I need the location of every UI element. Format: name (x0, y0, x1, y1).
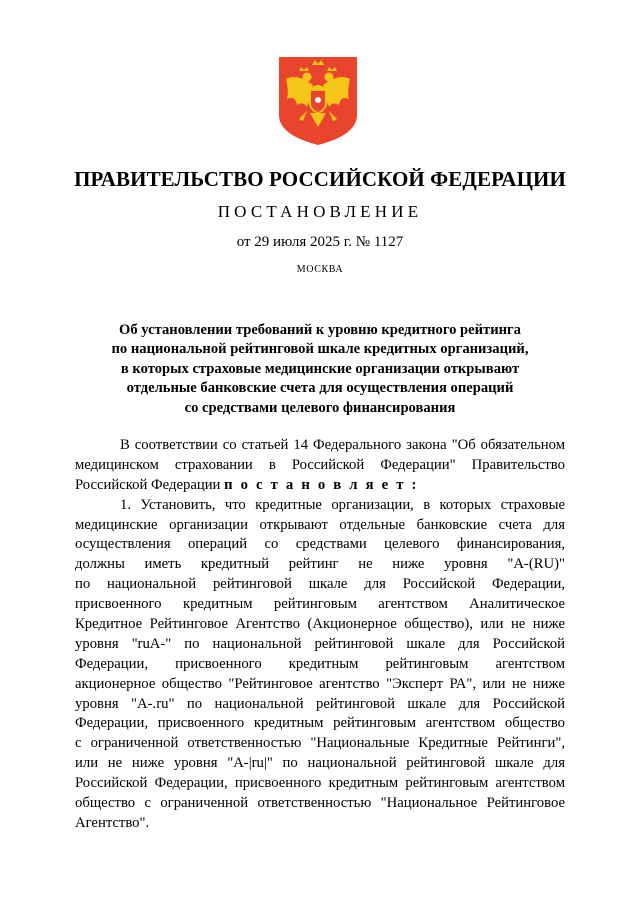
preamble-prefix: Российской Федерации (75, 476, 225, 493)
clause-line: уровня "ruA-" по национальной рейтинговой шкале для Российской (75, 635, 565, 652)
preamble-line: В соответствии со статьей 14 Федерального закона "Об обязательном (120, 437, 565, 453)
decree-word: п о с т а н о в л я е т : (224, 476, 419, 493)
document-city: МОСКВА (296, 264, 344, 275)
document-body (75, 436, 565, 834)
clause-line: по национальной рейтинговой шкале для Российской Федерации, (75, 576, 565, 593)
subject-line: Об установлении требований к уровню кредитного рейтинга (119, 322, 521, 338)
clause-line: медицинские организации открывают отдельные банковские счета для (75, 516, 565, 533)
government-title: ПРАВИТЕЛЬСТВО РОССИЙСКОЙ ФЕДЕРАЦИИ (74, 167, 566, 191)
clause-line: общество с ограниченной ответственностью "Национальное Рейтинговое (75, 795, 565, 812)
clause-line: или не ниже уровня "A-|ru|" по национальной рейтинговой шкале для (75, 755, 565, 772)
preamble-line: медицинском страховании в Российской Федерации" Правительство (75, 456, 565, 473)
clause-line: осуществления операций со средствами целевого финансирования, (75, 536, 565, 553)
clause-line: Агентство". (75, 814, 150, 831)
clause-line: акционерное общество "Рейтинговое агентство "Эксперт РА", или не ниже (75, 675, 565, 692)
document-subject (70, 321, 570, 418)
clause-line: Российской Федерации, присвоенного кредитным рейтинговым агентством (75, 775, 565, 792)
clause-line: Федерации, присвоенного кредитным рейтинговым агентством (75, 655, 565, 672)
clause-line: уровня "A-.ru" по национальной рейтинговой шкале для Российской (75, 695, 565, 712)
clause-line: присвоенного кредитным рейтинговым агентством Аналитическое (75, 596, 565, 613)
coat-of-arms-icon (277, 55, 359, 147)
clause-line: с ограниченной ответственностью "Национальные Кредитные Рейтинги", (75, 735, 565, 752)
clause-line: Кредитное Рейтинговое Агентство (Акционерное общество), или не ниже (75, 616, 565, 633)
preamble-last-line (75, 476, 565, 496)
subject-line: отдельные банковские счета для осуществления операций (126, 380, 514, 397)
document-type: ПОСТАНОВЛЕНИЕ (217, 202, 423, 221)
subject-line: по национальной рейтинговой шкале кредитных организаций, (111, 341, 529, 358)
subject-line: в которых страховые медицинские организации открывают (120, 360, 520, 377)
clause-line: 1. Установить, что кредитные организации, в которых страховые (120, 496, 565, 513)
subject-line: со средствами целевого финансирования (184, 399, 456, 416)
document-date-number: от 29 июля 2025 г. № 1127 (236, 234, 404, 250)
clause-line: Федерации, присвоенного кредитным рейтинговым агентством общество (75, 715, 565, 732)
clause-line: должны иметь кредитный рейтинг не ниже уровня "A-(RU)" (75, 556, 565, 573)
